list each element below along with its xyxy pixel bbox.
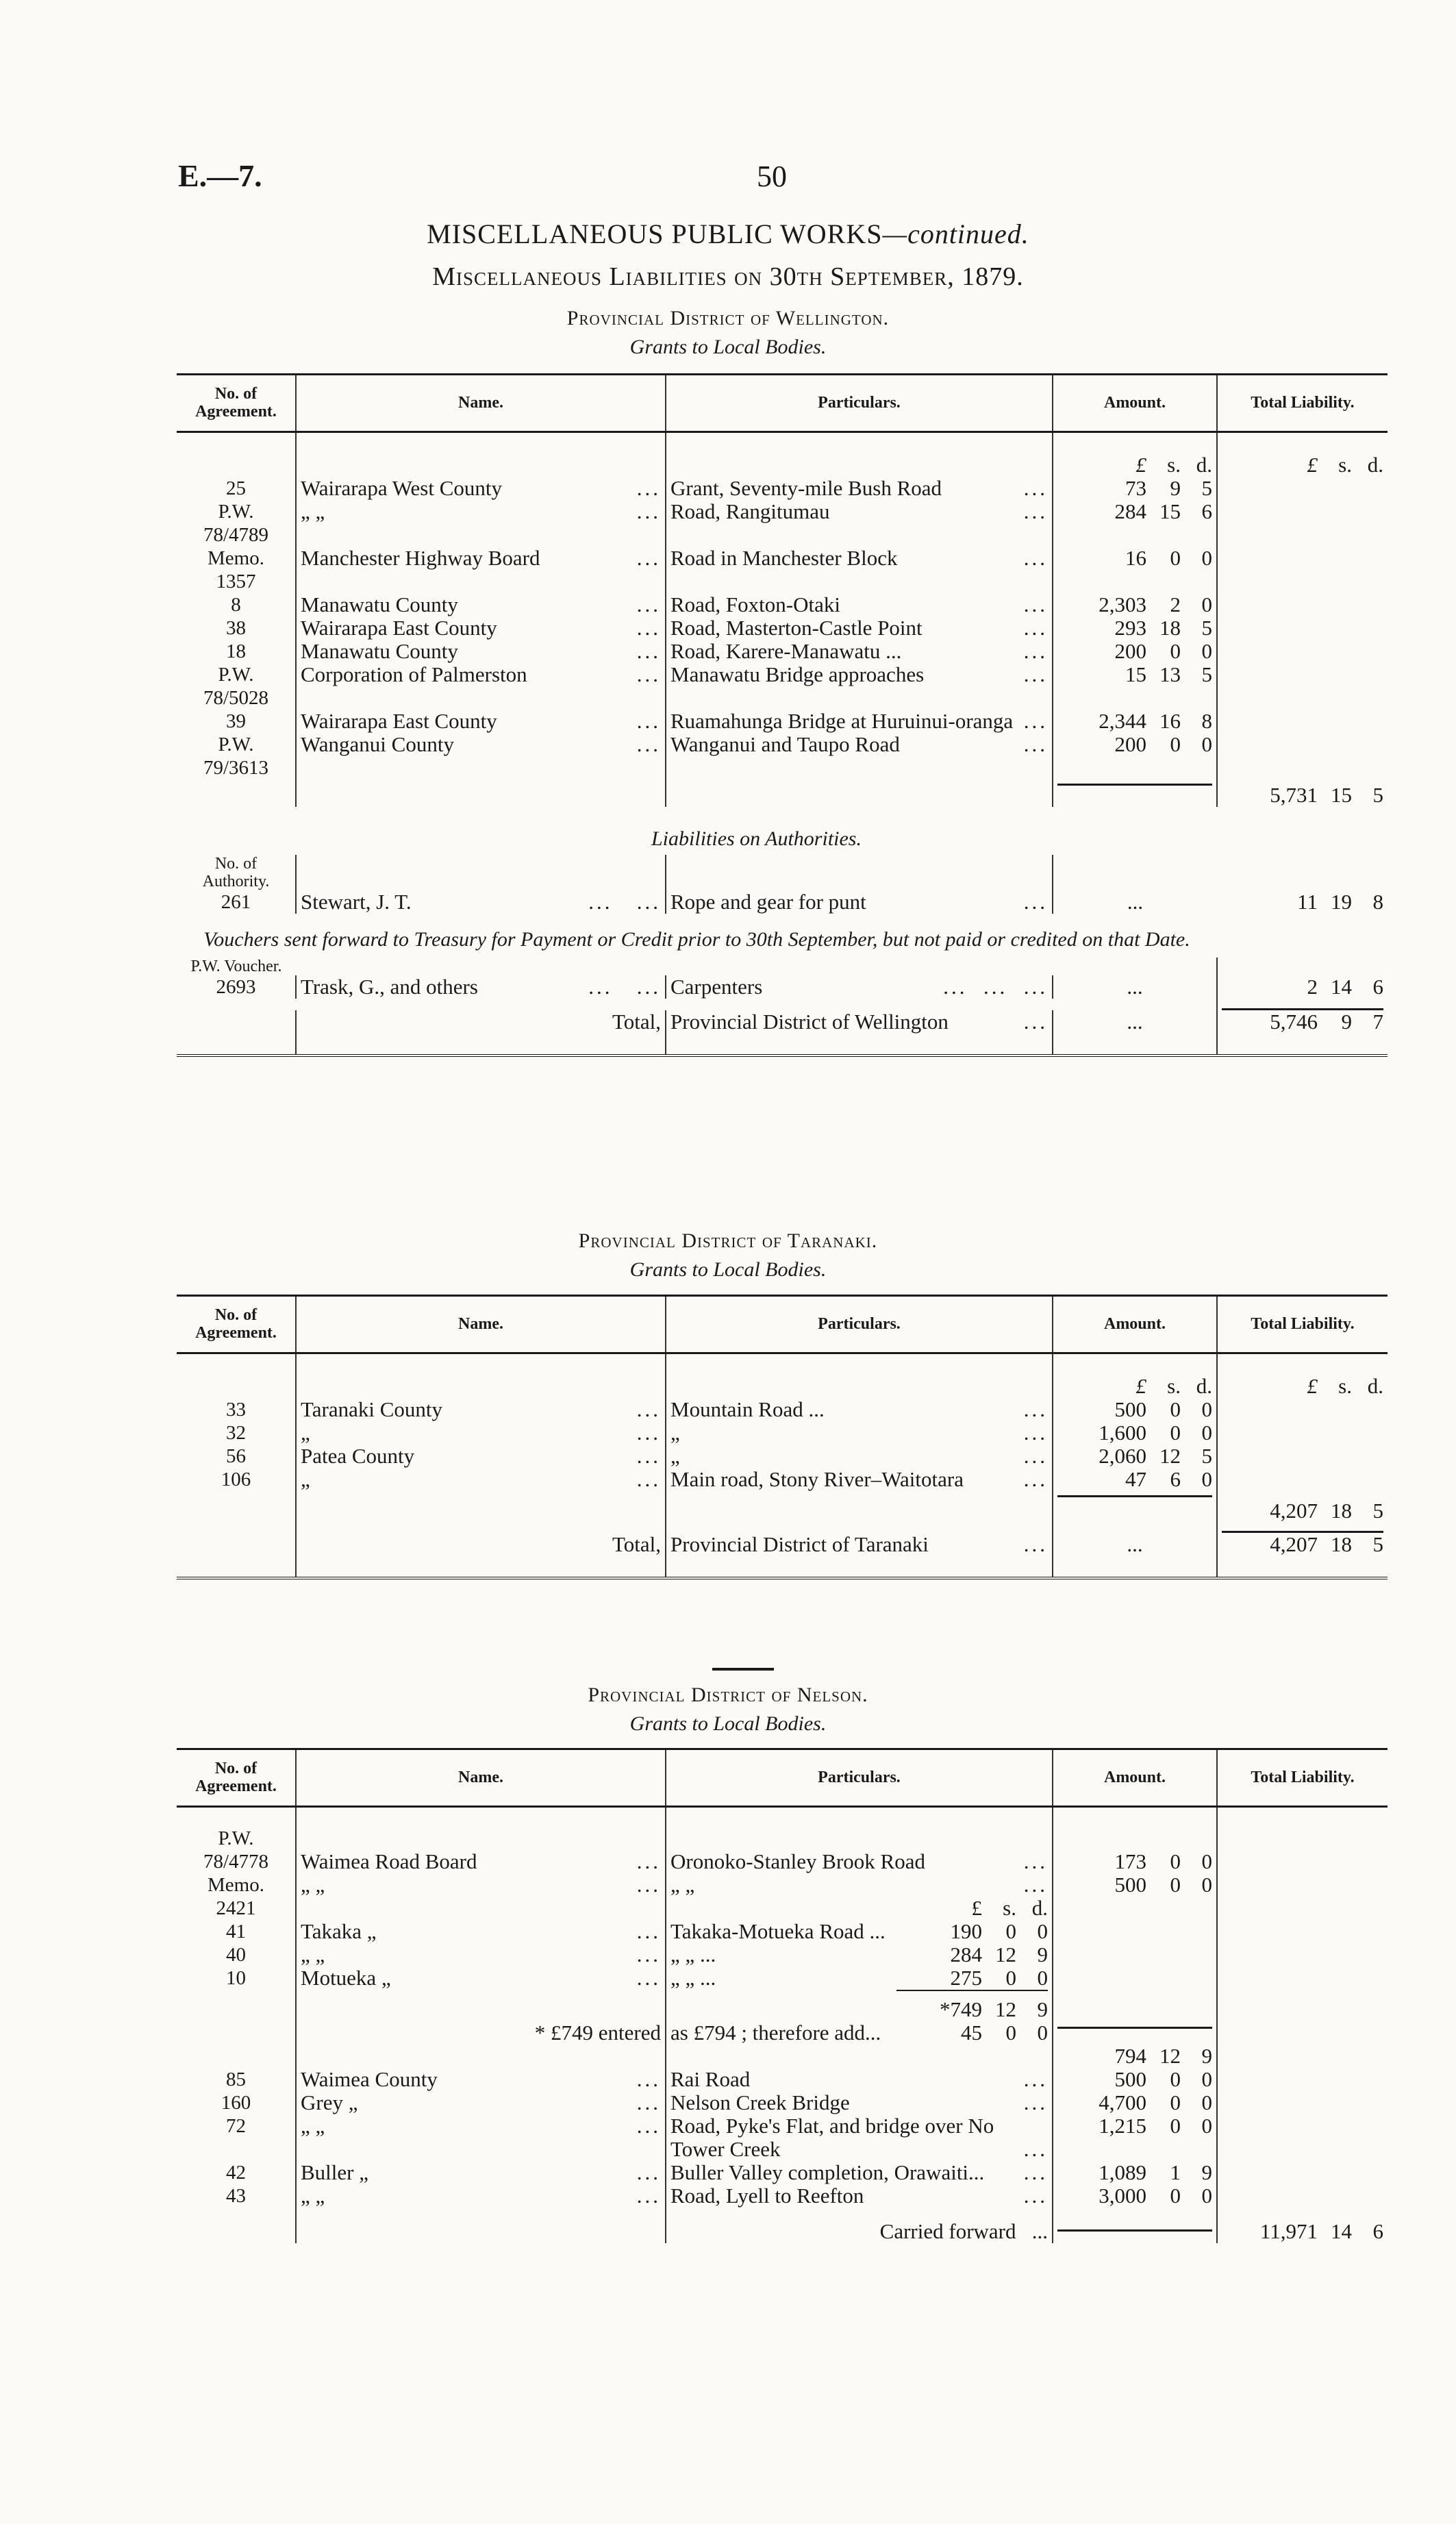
table-row <box>177 593 1388 616</box>
row-particulars: Oronoko-Stanley Brook Road ... <box>666 1850 1053 1873</box>
wellington-total-row <box>177 1010 1388 1055</box>
row-amount <box>1053 523 1217 547</box>
taranaki-total-particulars: Provincial District of Taranaki ... <box>666 1533 1053 1578</box>
row-amount: 200 0 0 <box>1053 733 1217 756</box>
table-row <box>177 547 1388 570</box>
row-particulars: Buller Valley completion, Orawaiti... ... <box>666 2161 1053 2184</box>
row-particulars <box>666 686 1053 710</box>
voucher-amount: ... <box>1053 975 1217 999</box>
nelson-table <box>177 1748 1388 2243</box>
col-total: Total Liability. <box>1217 1749 1388 1807</box>
title-suffix: —continued. <box>882 218 1029 249</box>
add-note: as £794 ; therefore add... 45 0 0 <box>666 2021 1053 2045</box>
row-particulars: Rai Road ... <box>666 2068 1053 2091</box>
nelson-subheading: Grants to Local Bodies. <box>629 1712 827 1735</box>
table-row <box>177 756 1388 779</box>
agreement-no: P.W. <box>218 1827 254 1849</box>
vouchers-heading: Vouchers sent forward to Treasury for Payment or Credit prior to 30th September, but not paid or credited on that Date. <box>203 927 1190 951</box>
row-amount <box>1053 1897 1217 1920</box>
row-amount: 2,303 2 0 <box>1053 593 1217 616</box>
table-row <box>177 710 1388 733</box>
agreement-no: 39 <box>226 710 246 732</box>
voucher-name: Trask, G., and others ... ... <box>296 975 666 999</box>
agreement-no: Memo. <box>208 547 264 569</box>
table-row <box>177 570 1388 593</box>
row-particulars: Takaka-Motueka Road ... 190 0 0 <box>666 1920 1053 1943</box>
entered-note: * £749 entered <box>296 2021 666 2045</box>
agreement-no: Memo. <box>208 1873 264 1896</box>
taranaki-subheading: Grants to Local Bodies. <box>629 1258 827 1281</box>
table-row <box>177 1920 1388 1943</box>
taranaki-total-row <box>177 1533 1388 1578</box>
row-amount <box>1053 1920 1217 1943</box>
row-particulars: Mountain Road ... ... <box>666 1398 1053 1421</box>
row-particulars: Ruamahunga Bridge at Huruinui-oranga ... <box>666 710 1053 733</box>
section-divider <box>712 1668 774 1671</box>
col-amount: Amount. <box>1053 375 1217 432</box>
table-row <box>177 2091 1388 2114</box>
table-row <box>177 500 1388 523</box>
row-particulars: Road in Manchester Block ... <box>666 547 1053 570</box>
row-amount: 1,089 1 9 <box>1053 2161 1217 2184</box>
nelson-heading: Provincial District of Nelson. <box>588 1684 868 1706</box>
agreement-no: 106 <box>221 1468 251 1490</box>
row-particulars: Road, Masterton-Castle Point ... <box>666 616 1053 640</box>
table-row <box>177 1873 1388 1897</box>
row-amount <box>1053 1827 1217 1850</box>
wellington-total-particulars: Provincial District of Wellington ... <box>666 1010 1053 1055</box>
row-name: „ „ ... <box>296 1873 666 1897</box>
row-name: Motueka „ ... <box>296 1966 666 1990</box>
agreement-no: 43 <box>226 2184 246 2207</box>
taranaki-total: 4,207 18 5 <box>1270 1532 1383 1556</box>
agreement-no: 42 <box>226 2161 246 2184</box>
taranaki-heading: Provincial District of Taranaki. <box>578 1229 878 1252</box>
row-amount: 284 15 6 <box>1053 500 1217 523</box>
row-particulars: Grant, Seventy-mile Bush Road ... <box>666 477 1053 500</box>
row-name: Wanganui County ... <box>296 733 666 756</box>
authorities-heading: Liabilities on Authorities. <box>651 827 862 850</box>
table-row <box>177 1850 1388 1873</box>
row-amount <box>1053 1943 1217 1966</box>
authority-no: 261 <box>221 890 251 913</box>
table-row <box>177 1897 1388 1920</box>
col-agreement: No. of Agreement. <box>177 1296 296 1353</box>
row-particulars <box>666 570 1053 593</box>
taranaki-total-amount: ... <box>1053 1533 1217 1578</box>
authority-no-label: No. of Authority. <box>202 854 270 890</box>
agreement-no: 41 <box>226 1920 246 1942</box>
row-amount <box>1053 1966 1217 1990</box>
row-name: Taranaki County ... <box>296 1398 666 1421</box>
row-name: Waimea Road Board ... <box>296 1850 666 1873</box>
table-row <box>177 686 1388 710</box>
row-amount: 500 0 0 <box>1053 2068 1217 2091</box>
col-particulars: Particulars. <box>666 1296 1053 1353</box>
row-name <box>296 523 666 547</box>
title-text: MISCELLANEOUS PUBLIC WORKS <box>427 218 883 249</box>
row-sub-amount: 190 0 0 <box>950 1919 1048 1943</box>
table-row <box>177 1943 1388 1966</box>
total-unit-header: £ s. d. <box>1307 452 1383 477</box>
table-row <box>177 640 1388 663</box>
agreement-no: 79/3613 <box>203 756 269 779</box>
row-particulars: „ ... <box>666 1445 1053 1468</box>
row-name <box>296 570 666 593</box>
row-particulars <box>666 1897 1053 1920</box>
row-amount: 500 0 0 <box>1053 1873 1217 1897</box>
carried-forward-row <box>177 2220 1388 2243</box>
agreement-no: 78/4778 <box>203 1850 269 1873</box>
agreement-no: 85 <box>226 2068 246 2090</box>
row-amount: 173 0 0 <box>1053 1850 1217 1873</box>
agreement-no: 38 <box>226 616 246 639</box>
col-name: Name. <box>296 1749 666 1807</box>
row-name: Patea County ... <box>296 1445 666 1468</box>
row-amount: 15 13 5 <box>1053 663 1217 686</box>
agreement-no: 32 <box>226 1421 246 1444</box>
row-amount: 2,344 16 8 <box>1053 710 1217 733</box>
agreement-no: 25 <box>226 477 246 499</box>
row-amount: 3,000 0 0 <box>1053 2184 1217 2208</box>
voucher-row <box>177 975 1388 999</box>
table-row <box>177 2068 1388 2091</box>
row-name: „ ... <box>296 1421 666 1445</box>
voucher-no-label: P.W. Voucher. <box>190 957 282 975</box>
wellington-total-amount: ... <box>1053 1010 1217 1055</box>
table-row <box>177 523 1388 547</box>
row-amount: 16 0 0 <box>1053 547 1217 570</box>
row-amount <box>1053 570 1217 593</box>
row-amount: 4,700 0 0 <box>1053 2091 1217 2114</box>
agreement-no: 1357 <box>216 570 256 592</box>
row-name: Wairarapa East County ... <box>296 710 666 733</box>
wellington-table <box>177 373 1388 1057</box>
wellington-heading: Provincial District of Wellington. <box>566 307 890 329</box>
row-particulars <box>666 756 1053 779</box>
table-row <box>177 1445 1388 1468</box>
col-name: Name. <box>296 375 666 432</box>
taranaki-total-label: Total, <box>296 1533 666 1578</box>
row-particulars: „ „ ... <box>666 1873 1053 1897</box>
page-number: 50 <box>757 160 787 193</box>
agreement-no: 78/5028 <box>203 686 269 709</box>
row-particulars: Road, Pyke's Flat, and bridge over No Tower Creek ... <box>666 2114 1053 2161</box>
page-subtitle: Miscellaneous Liabilities on 30th September, 1879. <box>432 262 1024 291</box>
agreement-no: 72 <box>226 2114 246 2137</box>
wellington-total: 5,746 9 7 <box>1270 1009 1383 1034</box>
row-particulars: Road, Karere-Manawatu ... ... <box>666 640 1053 663</box>
total-unit-header: £ s. d. <box>1307 1373 1383 1398</box>
table-row <box>177 1421 1388 1445</box>
table-row <box>177 1966 1388 1990</box>
authority-total: 11 19 8 <box>1297 889 1383 914</box>
col-name: Name. <box>296 1296 666 1353</box>
col-amount: Amount. <box>1053 1749 1217 1807</box>
taranaki-grants-total: 4,207 18 5 <box>1270 1498 1383 1523</box>
row-particulars: „ „ ... 275 0 0 <box>666 1966 1053 1990</box>
row-particulars: Wanganui and Taupo Road ... <box>666 733 1053 756</box>
wellington-subheading: Grants to Local Bodies. <box>629 336 827 358</box>
row-amount: 1,215 0 0 <box>1053 2114 1217 2161</box>
row-amount: 200 0 0 <box>1053 640 1217 663</box>
row-name: Wairarapa East County ... <box>296 616 666 640</box>
authority-particulars: Rope and gear for punt ... <box>666 890 1053 914</box>
row-particulars: Road, Rangitumau ... <box>666 500 1053 523</box>
col-agreement: No. of Agreement. <box>177 1749 296 1807</box>
table-row <box>177 2114 1388 2161</box>
row-particulars: „ „ ... 284 12 9 <box>666 1943 1053 1966</box>
agreement-no: 40 <box>226 1943 246 1966</box>
row-particulars: Nelson Creek Bridge ... <box>666 2091 1053 2114</box>
row-amount: 293 18 5 <box>1053 616 1217 640</box>
row-name: Takaka „ ... <box>296 1920 666 1943</box>
table-row <box>177 663 1388 686</box>
row-name: Wairarapa West County ... <box>296 477 666 500</box>
authority-name: Stewart, J. T. ... ... <box>296 890 666 914</box>
row-name: Waimea County ... <box>296 2068 666 2091</box>
col-particulars: Particulars. <box>666 375 1053 432</box>
row-name: „ „ ... <box>296 2114 666 2161</box>
row-sub-amount: 284 12 9 <box>950 1942 1048 1966</box>
voucher-particulars: Carpenters ... ... ... <box>666 975 1053 999</box>
row-sub-amount: 275 0 0 <box>950 1965 1048 1990</box>
nelson-combined-amount: 794 12 9 <box>1114 2043 1212 2068</box>
agreement-no: 10 <box>226 1966 246 1989</box>
table-row <box>177 733 1388 756</box>
table-row <box>177 477 1388 500</box>
nelson-subtotal: *749 12 9 <box>896 1990 1048 2021</box>
row-particulars: Road, Foxton-Otaki ... <box>666 593 1053 616</box>
agreement-no: 56 <box>226 1445 246 1467</box>
table-row <box>177 2184 1388 2208</box>
row-amount: 2,060 12 5 <box>1053 1445 1217 1468</box>
row-name <box>296 756 666 779</box>
col-particulars: Particulars. <box>666 1749 1053 1807</box>
row-particulars <box>666 523 1053 547</box>
wellington-grants-total: 5,731 15 5 <box>1270 782 1383 807</box>
page-title <box>0 218 1456 250</box>
row-name: „ ... <box>296 1468 666 1491</box>
authority-row <box>177 890 1388 914</box>
row-name <box>296 686 666 710</box>
row-particulars: Road, Lyell to Reefton ... <box>666 2184 1053 2208</box>
amount-rule <box>1057 779 1212 786</box>
authority-amount: ... <box>1053 890 1217 914</box>
col-total: Total Liability. <box>1217 375 1388 432</box>
row-name: Corporation of Palmerston ... <box>296 663 666 686</box>
row-name: Grey „ ... <box>296 2091 666 2114</box>
voucher-no: 2693 <box>216 975 256 998</box>
row-name: Buller „ ... <box>296 2161 666 2184</box>
taranaki-table <box>177 1295 1388 1579</box>
row-name: Manawatu County ... <box>296 593 666 616</box>
voucher-total: 2 14 6 <box>1307 974 1383 999</box>
row-particulars: „ ... <box>666 1421 1053 1445</box>
row-name: Manawatu County ... <box>296 640 666 663</box>
agreement-no: P.W. <box>218 733 254 755</box>
row-name: „ „ ... <box>296 2184 666 2208</box>
row-name: „ „ ... <box>296 1943 666 1966</box>
row-name <box>296 1897 666 1920</box>
row-amount: 1,600 0 0 <box>1053 1421 1217 1445</box>
row-particulars <box>666 1827 1053 1850</box>
col-amount: Amount. <box>1053 1296 1217 1353</box>
agreement-no: 33 <box>226 1398 246 1421</box>
table-row <box>177 1398 1388 1421</box>
agreement-no: P.W. <box>218 663 254 686</box>
agreement-no: 2421 <box>216 1897 256 1919</box>
wellington-total-label: Total, <box>296 1010 666 1055</box>
agreement-no: 160 <box>221 2091 251 2114</box>
amount-unit-header: £ s. d. <box>1135 1373 1212 1398</box>
carried-forward-label: Carried forward ... <box>666 2220 1053 2243</box>
agreement-no: 8 <box>231 593 241 616</box>
agreement-no: P.W. <box>218 500 254 523</box>
agreement-no: 18 <box>226 640 246 662</box>
table-row <box>177 1827 1388 1850</box>
row-amount: 500 0 0 <box>1053 1398 1217 1421</box>
carried-forward-total: 11,971 14 6 <box>1259 2219 1383 2243</box>
row-sub-amount: £ s. d. <box>971 1895 1048 1920</box>
amount-unit-header: £ s. d. <box>1135 452 1212 477</box>
table-row <box>177 1468 1388 1491</box>
report-code: E.—7. <box>178 158 262 193</box>
table-row <box>177 2161 1388 2184</box>
row-particulars: Main road, Stony River–Waitotara ... <box>666 1468 1053 1491</box>
row-amount: 47 6 0 <box>1053 1468 1217 1491</box>
row-name <box>296 1827 666 1850</box>
row-name: „ „ ... <box>296 500 666 523</box>
row-particulars: Manawatu Bridge approaches ... <box>666 663 1053 686</box>
col-agreement: No. of Agreement. <box>177 375 296 432</box>
row-amount <box>1053 686 1217 710</box>
col-total: Total Liability. <box>1217 1296 1388 1353</box>
table-row <box>177 616 1388 640</box>
row-amount: 73 9 5 <box>1053 477 1217 500</box>
row-amount <box>1053 756 1217 779</box>
row-name: Manchester Highway Board ... <box>296 547 666 570</box>
agreement-no: 78/4789 <box>203 523 269 546</box>
